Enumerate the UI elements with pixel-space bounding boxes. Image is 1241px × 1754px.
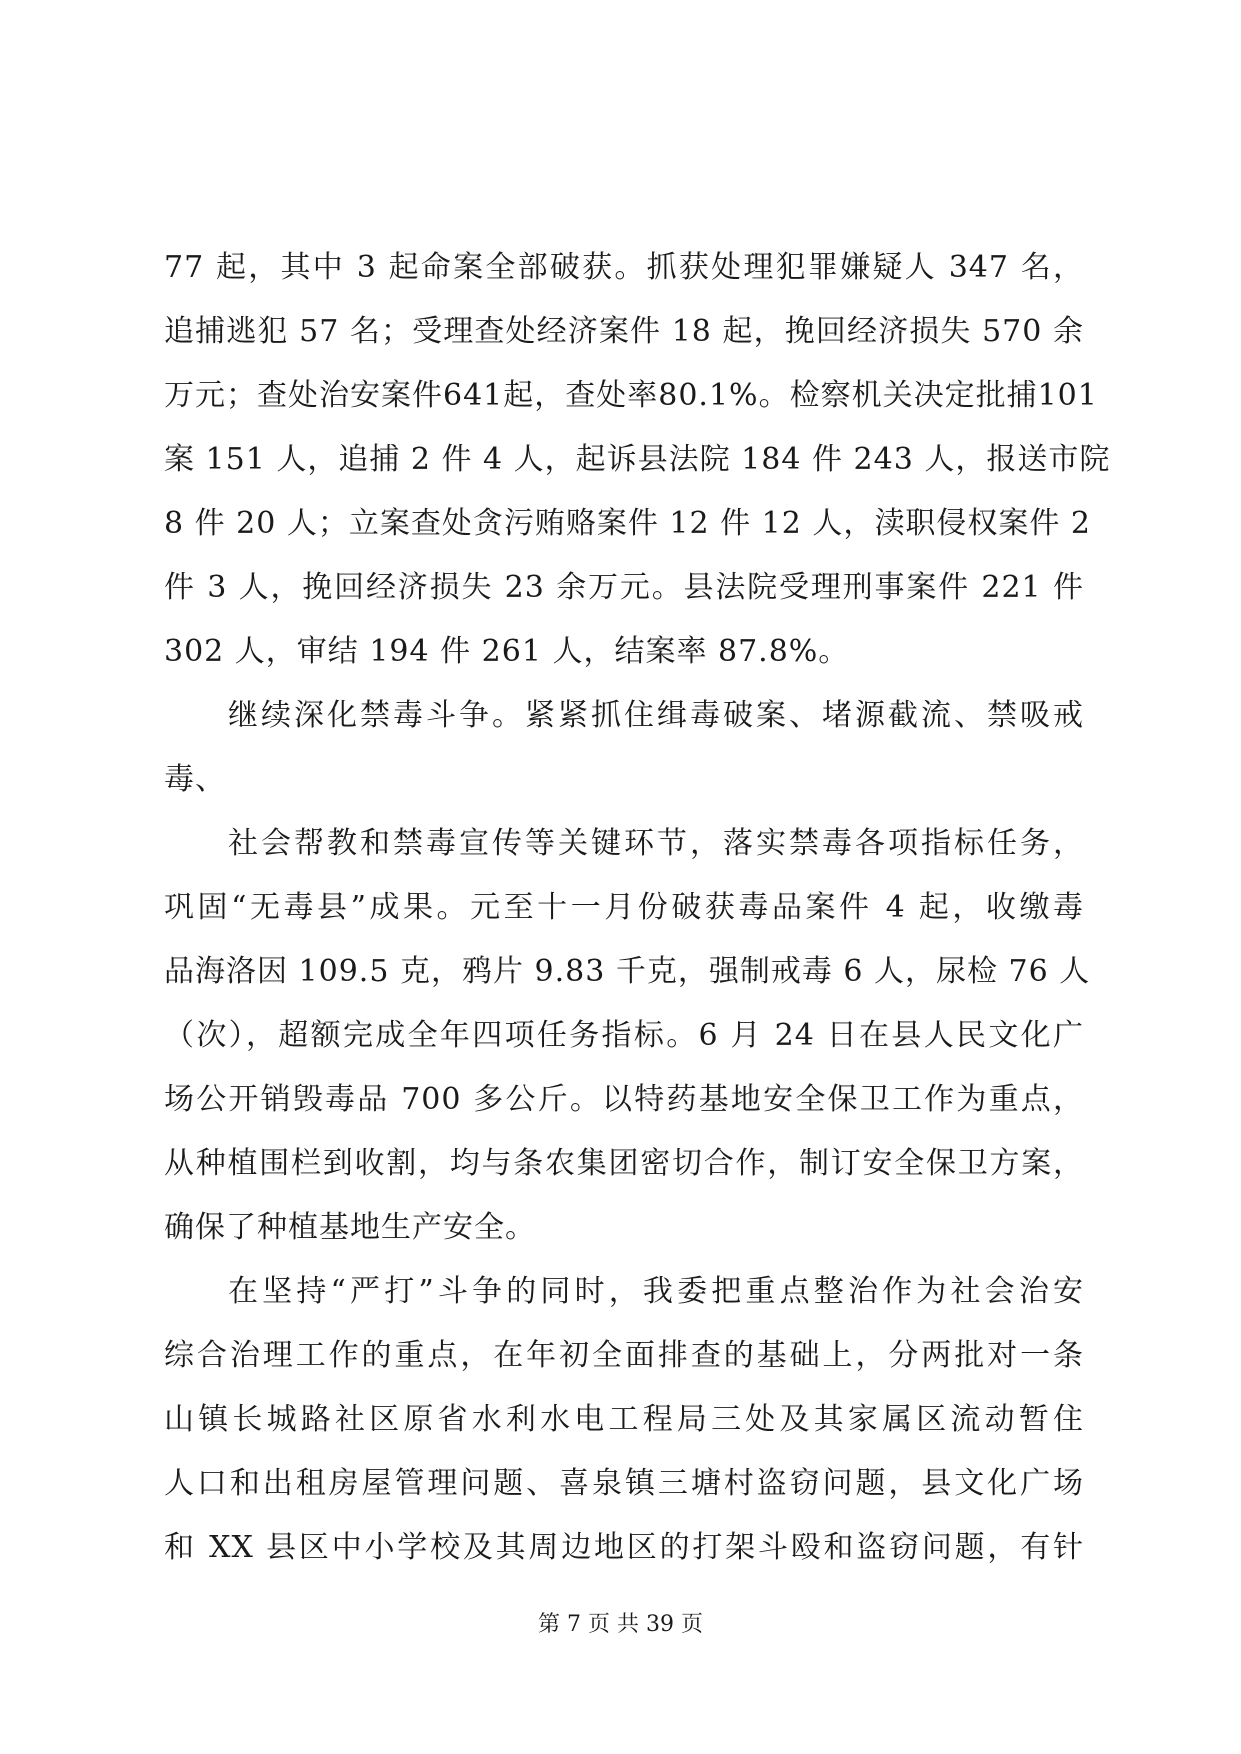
text-line: 8 件 20 人；立案查处贪污贿赂案件 12 件 12 人，渎职侵权案件 2 — [164, 506, 1091, 541]
text-line: 人口和出租房屋管理问题、喜泉镇三塘村盗窃问题，县文化广场 — [164, 1466, 1084, 1501]
text-line: 继续深化禁毒斗争。紧紧抓住缉毒破案、堵源截流、禁吸戒 — [228, 698, 1084, 733]
text-line: 山镇长城路社区原省水利水电工程局三处及其家属区流动暂住 — [164, 1402, 1084, 1437]
text-line: 毒、 — [164, 762, 226, 797]
text-line: 万元；查处治安案件641起，查处率80.1%。检察机关决定批捕101 — [164, 378, 1098, 413]
page-number-footer: 第 7 页 共 39 页 — [538, 1612, 703, 1637]
text-line: 品海洛因 109.5 克，鸦片 9.83 千克，强制戒毒 6 人，尿检 76 人 — [164, 954, 1091, 989]
text-line: （次），超额完成全年四项任务指标。6 月 24 日在县人民文化广 — [164, 1018, 1084, 1053]
text-line: 302 人，审结 194 件 261 人，结案率 87.8%。 — [164, 634, 850, 669]
text-line: 从种植围栏到收割，均与条农集团密切合作，制订安全保卫方案， — [164, 1146, 1084, 1181]
text-line: 和 XX 县区中小学校及其周边地区的打架斗殴和盗窃问题，有针 — [164, 1530, 1084, 1565]
text-line: 件 3 人，挽回经济损失 23 余万元。县法院受理刑事案件 221 件 — [164, 570, 1084, 605]
text-line: 社会帮教和禁毒宣传等关键环节，落实禁毒各项指标任务， — [228, 826, 1084, 861]
text-line: 场公开销毁毒品 700 多公斤。以特药基地安全保卫工作为重点， — [164, 1082, 1084, 1117]
text-line: 在坚持“严打”斗争的同时，我委把重点整治作为社会治安 — [228, 1274, 1084, 1309]
text-line: 综合治理工作的重点，在年初全面排查的基础上，分两批对一条 — [164, 1338, 1084, 1373]
text-line: 案 151 人，追捕 2 件 4 人，起诉县法院 184 件 243 人，报送市院 — [164, 442, 1111, 477]
text-line: 巩固“无毒县”成果。元至十一月份破获毒品案件 4 起，收缴毒 — [164, 890, 1084, 925]
text-line: 77 起，其中 3 起命案全部破获。抓获处理犯罪嫌疑人 347 名， — [164, 250, 1084, 285]
text-line: 追捕逃犯 57 名；受理查处经济案件 18 起，挽回经济损失 570 余 — [164, 314, 1084, 349]
text-line: 确保了种植基地生产安全。 — [164, 1210, 536, 1245]
document-body — [164, 236, 1111, 1580]
